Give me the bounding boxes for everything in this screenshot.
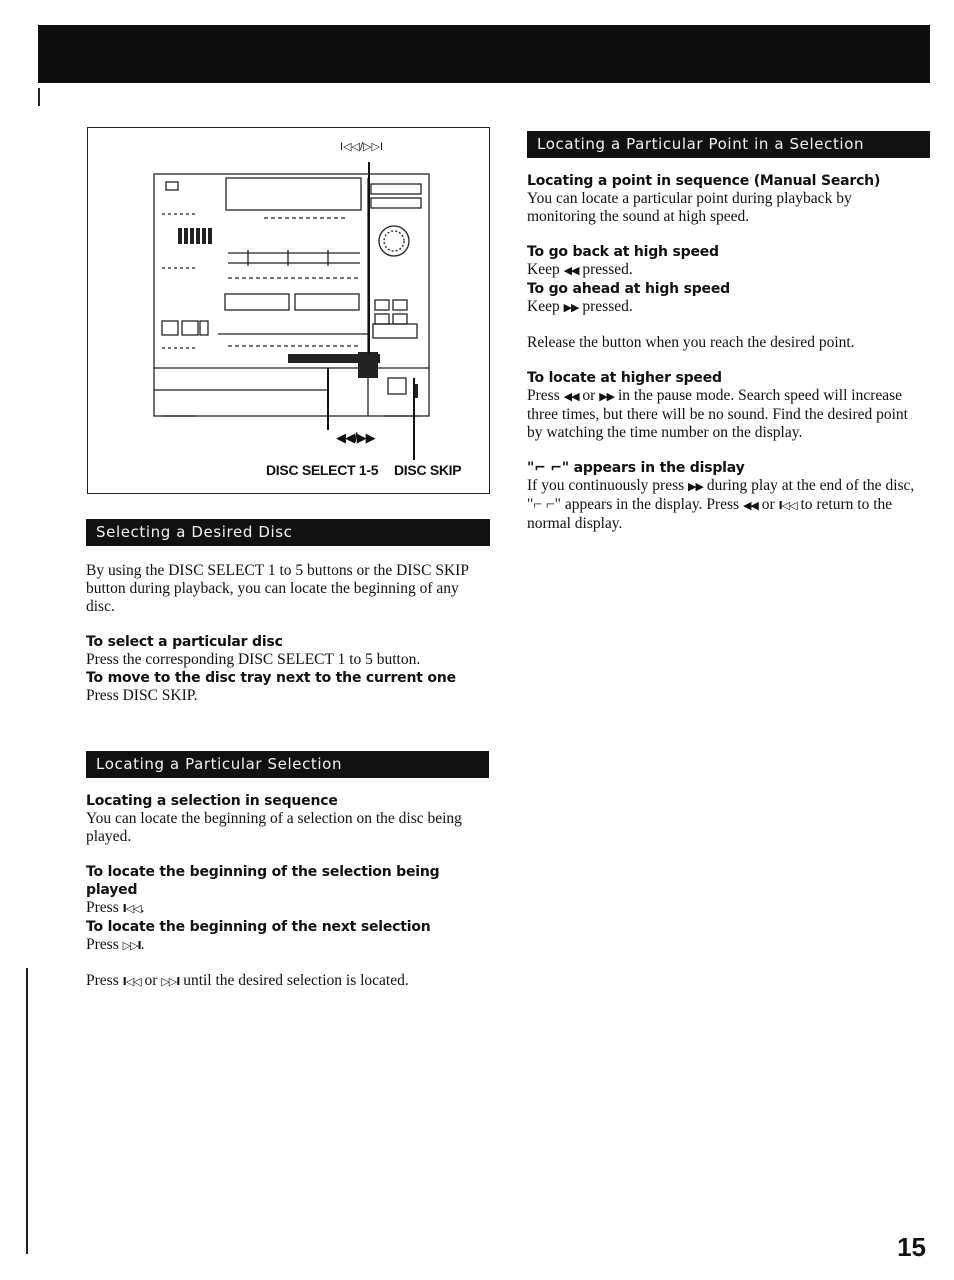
selecting-disc-body [86,562,490,705]
search-buttons-label: ◀◀/▶▶ [336,430,375,445]
heading-end-of-disc-display: "⌐ ⌐" appears in the display [527,460,745,476]
next-track-icon: ▷▷I [122,939,141,952]
text-higher-speed: Press ◀◀ or ▶▶ in the pause mode. Search speed will increase three times, but there will be no sound. Find the desired point by watching the time number on the display. [527,387,908,441]
section-header-selecting-disc: Selecting a Desired Disc [86,519,490,546]
disc-tray-2 [295,294,359,310]
text-locate-next-selection: Press ▷▷I. [86,936,145,953]
text-selection-in-sequence: You can locate the beginning of a selection on the disc being played. [86,810,462,845]
page-number: 15 [897,1232,926,1262]
text-locate-current-selection: Press I◁◁. [86,899,145,916]
rewind-icon: ◀◀ [742,499,758,512]
display-window [226,178,361,210]
section-header-locating-point: Locating a Particular Point in a Selection [527,131,930,158]
fast-forward-icon: ▶▶ [688,480,703,493]
prev-track-icon: I◁◁ [122,902,141,915]
heading-go-ahead-high-speed: To go ahead at high speed [527,281,730,297]
disc-select-label: DISC SELECT 1-5 [266,462,379,478]
locating-point-body [527,172,922,533]
skip-buttons-label: I◁◁/▷▷I [340,141,384,153]
heading-locate-current-selection: To locate the beginning of the selection being played [86,864,440,898]
disc-tray-1 [225,294,289,310]
left-margin-mark [38,88,40,106]
heading-higher-speed: To locate at higher speed [527,370,722,386]
text-move-next-tray: Press DISC SKIP. [86,687,198,704]
text-release-button: Release the button when you reach the desired point. [527,334,855,351]
fast-forward-icon: ▶▶ [599,390,615,403]
rewind-icon: ◀◀ [563,390,579,403]
rewind-icon: ◀◀ [563,264,579,277]
text-go-back-high-speed: Keep ◀◀ pressed. [527,261,633,278]
text-manual-search: You can locate a particular point during playback by monitoring the sound at high speed. [527,190,852,225]
heading-go-back-high-speed: To go back at high speed [527,244,719,260]
locating-selection-body [86,792,490,991]
left-margin-rule [26,968,28,1254]
power-indicator [166,182,178,190]
section-header-locating-selection: Locating a Particular Selection [86,751,489,778]
button-a [162,321,178,335]
disc-skip-label: DISC SKIP [394,462,462,478]
heading-locate-next-selection: To locate the beginning of the next selection [86,919,431,935]
text-end-of-disc-display: If you continuously press ▶▶ during play at the end of the disc, "⌐ ⌐" appears in the display. Press ◀◀ or I◁◁ to return to the normal display. [527,477,915,532]
top-banner [38,25,930,83]
text-select-particular-disc: Press the corresponding DISC SELECT 1 to 5 button. [86,651,421,668]
fast-forward-icon: ▶▶ [563,301,579,314]
button-b [182,321,198,335]
text-go-ahead-high-speed: Keep ▶▶ pressed. [527,298,633,315]
device-illustration [87,127,490,494]
prev-track-icon: I◁◁ [122,975,141,988]
heading-selection-in-sequence: Locating a selection in sequence [86,793,338,809]
next-track-icon: ▷▷I [161,975,180,988]
prev-track-icon: I◁◁ [778,499,797,512]
stereo-front-panel-drawing [88,128,491,495]
selecting-disc-intro: By using the DISC SELECT 1 to 5 buttons or the DISC SKIP button during playback, you can locate the beginning of any disc. [86,562,469,615]
heading-select-particular-disc: To select a particular disc [86,634,283,650]
disc-skip-button [358,352,378,378]
button-c [200,321,208,335]
heading-manual-search: Locating a point in sequence (Manual Search) [527,173,881,189]
text-press-until-located: Press I◁◁ or ▷▷I until the desired selection is located. [86,972,409,989]
heading-move-next-tray: To move to the disc tray next to the current one [86,670,456,686]
